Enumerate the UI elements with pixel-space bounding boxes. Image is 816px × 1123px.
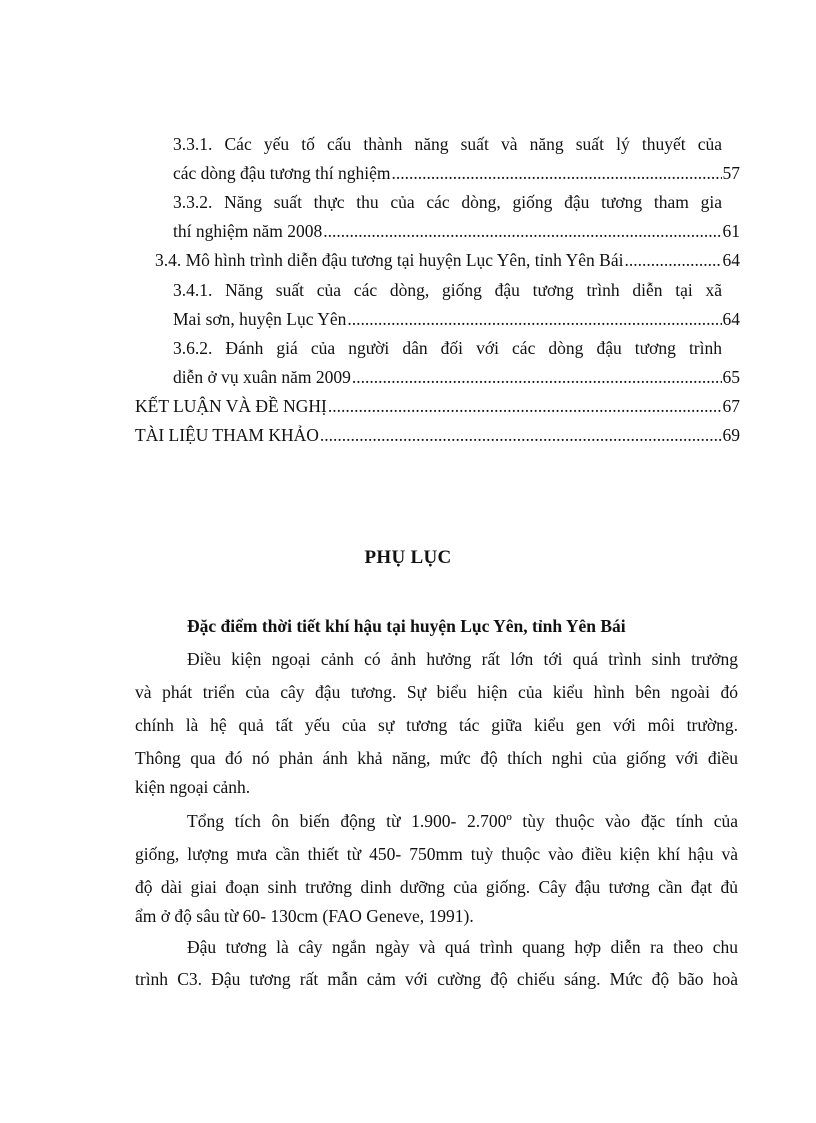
toc-entry-3-4-1-line-2[interactable] — [173, 308, 740, 330]
paragraph-1-line-3: chính là hệ quả tất yếu của sự tương tác giữa kiểu gen với môi trường. — [135, 715, 738, 735]
paragraph-1-line-4: Thông qua đó nó phản ánh khả năng, mức độ thích nghi của giống với điều — [135, 748, 738, 768]
paragraph-2-line-1: Tổng tích ôn biến động từ 1.900- 2.700º tùy thuộc vào đặc tính của — [187, 811, 738, 831]
toc-entry-text: Mai sơn, huyện Lục Yên — [173, 309, 347, 329]
toc-leader-dots — [328, 395, 722, 417]
toc-page-number: 64 — [722, 250, 740, 270]
toc-leader-dots — [624, 249, 721, 271]
toc-leader-dots — [347, 308, 721, 330]
toc-entry-text: các dòng đậu tương thí nghiệm — [173, 163, 391, 183]
paragraph-1-line-5: kiện ngoại cảnh. — [135, 777, 251, 797]
toc-entry-tai-lieu[interactable] — [135, 424, 740, 446]
paragraph-2-line-3: độ dài giai đoạn sinh trưởng dinh dưỡng của giống. Cây đậu tương cần đạt đủ — [135, 877, 738, 897]
toc-page-number: 65 — [722, 367, 740, 387]
toc-entry-text: TÀI LIỆU THAM KHẢO — [135, 425, 319, 445]
paragraph-1-line-2: và phát triển của cây đậu tương. Sự biểu hiện của kiểu hình bên ngoài đó — [135, 682, 738, 702]
toc-leader-dots — [352, 366, 722, 388]
toc-page-number: 64 — [722, 309, 740, 329]
toc-entry-text: 3.4. Mô hình trình diễn đậu tương tại huyện Lục Yên, tỉnh Yên Bái — [155, 250, 624, 270]
toc-entry-3-6-2-line-1: 3.6.2. Đánh giá của người dân đối với các dòng đậu tương trình — [173, 338, 722, 358]
paragraph-1-line-1: Điều kiện ngoại cảnh có ảnh hưởng rất lớn tới quá trình sinh trưởng — [187, 649, 738, 669]
toc-page-number: 61 — [722, 221, 740, 241]
toc-entry-text: KẾT LUẬN VÀ ĐỀ NGHỊ — [135, 396, 327, 416]
toc-entry-3-3-2-line-2[interactable] — [173, 220, 740, 242]
paragraph-2-line-4: ẩm ở độ sâu từ 60- 130cm (FAO Geneve, 1991). — [135, 906, 474, 926]
toc-entry-text: diễn ở vụ xuân năm 2009 — [173, 367, 351, 387]
toc-entry-text: thí nghiệm năm 2008 — [173, 221, 323, 241]
toc-page-number: 69 — [722, 425, 740, 445]
toc-leader-dots — [323, 220, 721, 242]
paragraph-3-line-1: Đậu tương là cây ngắn ngày và quá trình quang hợp diễn ra theo chu — [187, 937, 738, 957]
toc-leader-dots — [320, 424, 722, 446]
toc-entry-3-3-2-line-1: 3.3.2. Năng suất thực thu của các dòng, giống đậu tương tham gia — [173, 192, 722, 212]
toc-entry-ket-luan[interactable] — [135, 395, 740, 417]
section-title: Đặc điểm thời tiết khí hậu tại huyện Lục Yên, tỉnh Yên Bái — [187, 616, 626, 636]
paragraph-2-line-2: giống, lượng mưa cần thiết từ 450- 750mm tuỳ thuộc vào điều kiện khí hậu và — [135, 844, 738, 864]
toc-entry-3-6-2-line-2[interactable] — [173, 366, 740, 388]
toc-page-number: 67 — [722, 396, 740, 416]
toc-page-number: 57 — [722, 163, 740, 183]
toc-entry-3-3-1-line-1: 3.3.1. Các yếu tố cấu thành năng suất và năng suất lý thuyết của — [173, 134, 722, 154]
toc-entry-3-4[interactable] — [155, 249, 740, 271]
appendix-title: PHỤ LỤC — [364, 547, 452, 568]
toc-leader-dots — [392, 162, 722, 184]
toc-entry-3-3-1-line-2[interactable] — [173, 162, 740, 184]
toc-entry-3-4-1-line-1: 3.4.1. Năng suất của các dòng, giống đậu tương trình diễn tại xã — [173, 280, 722, 300]
paragraph-3-line-2: trình C3. Đậu tương rất mẫn cảm với cường độ chiếu sáng. Mức độ bão hoà — [135, 969, 738, 989]
